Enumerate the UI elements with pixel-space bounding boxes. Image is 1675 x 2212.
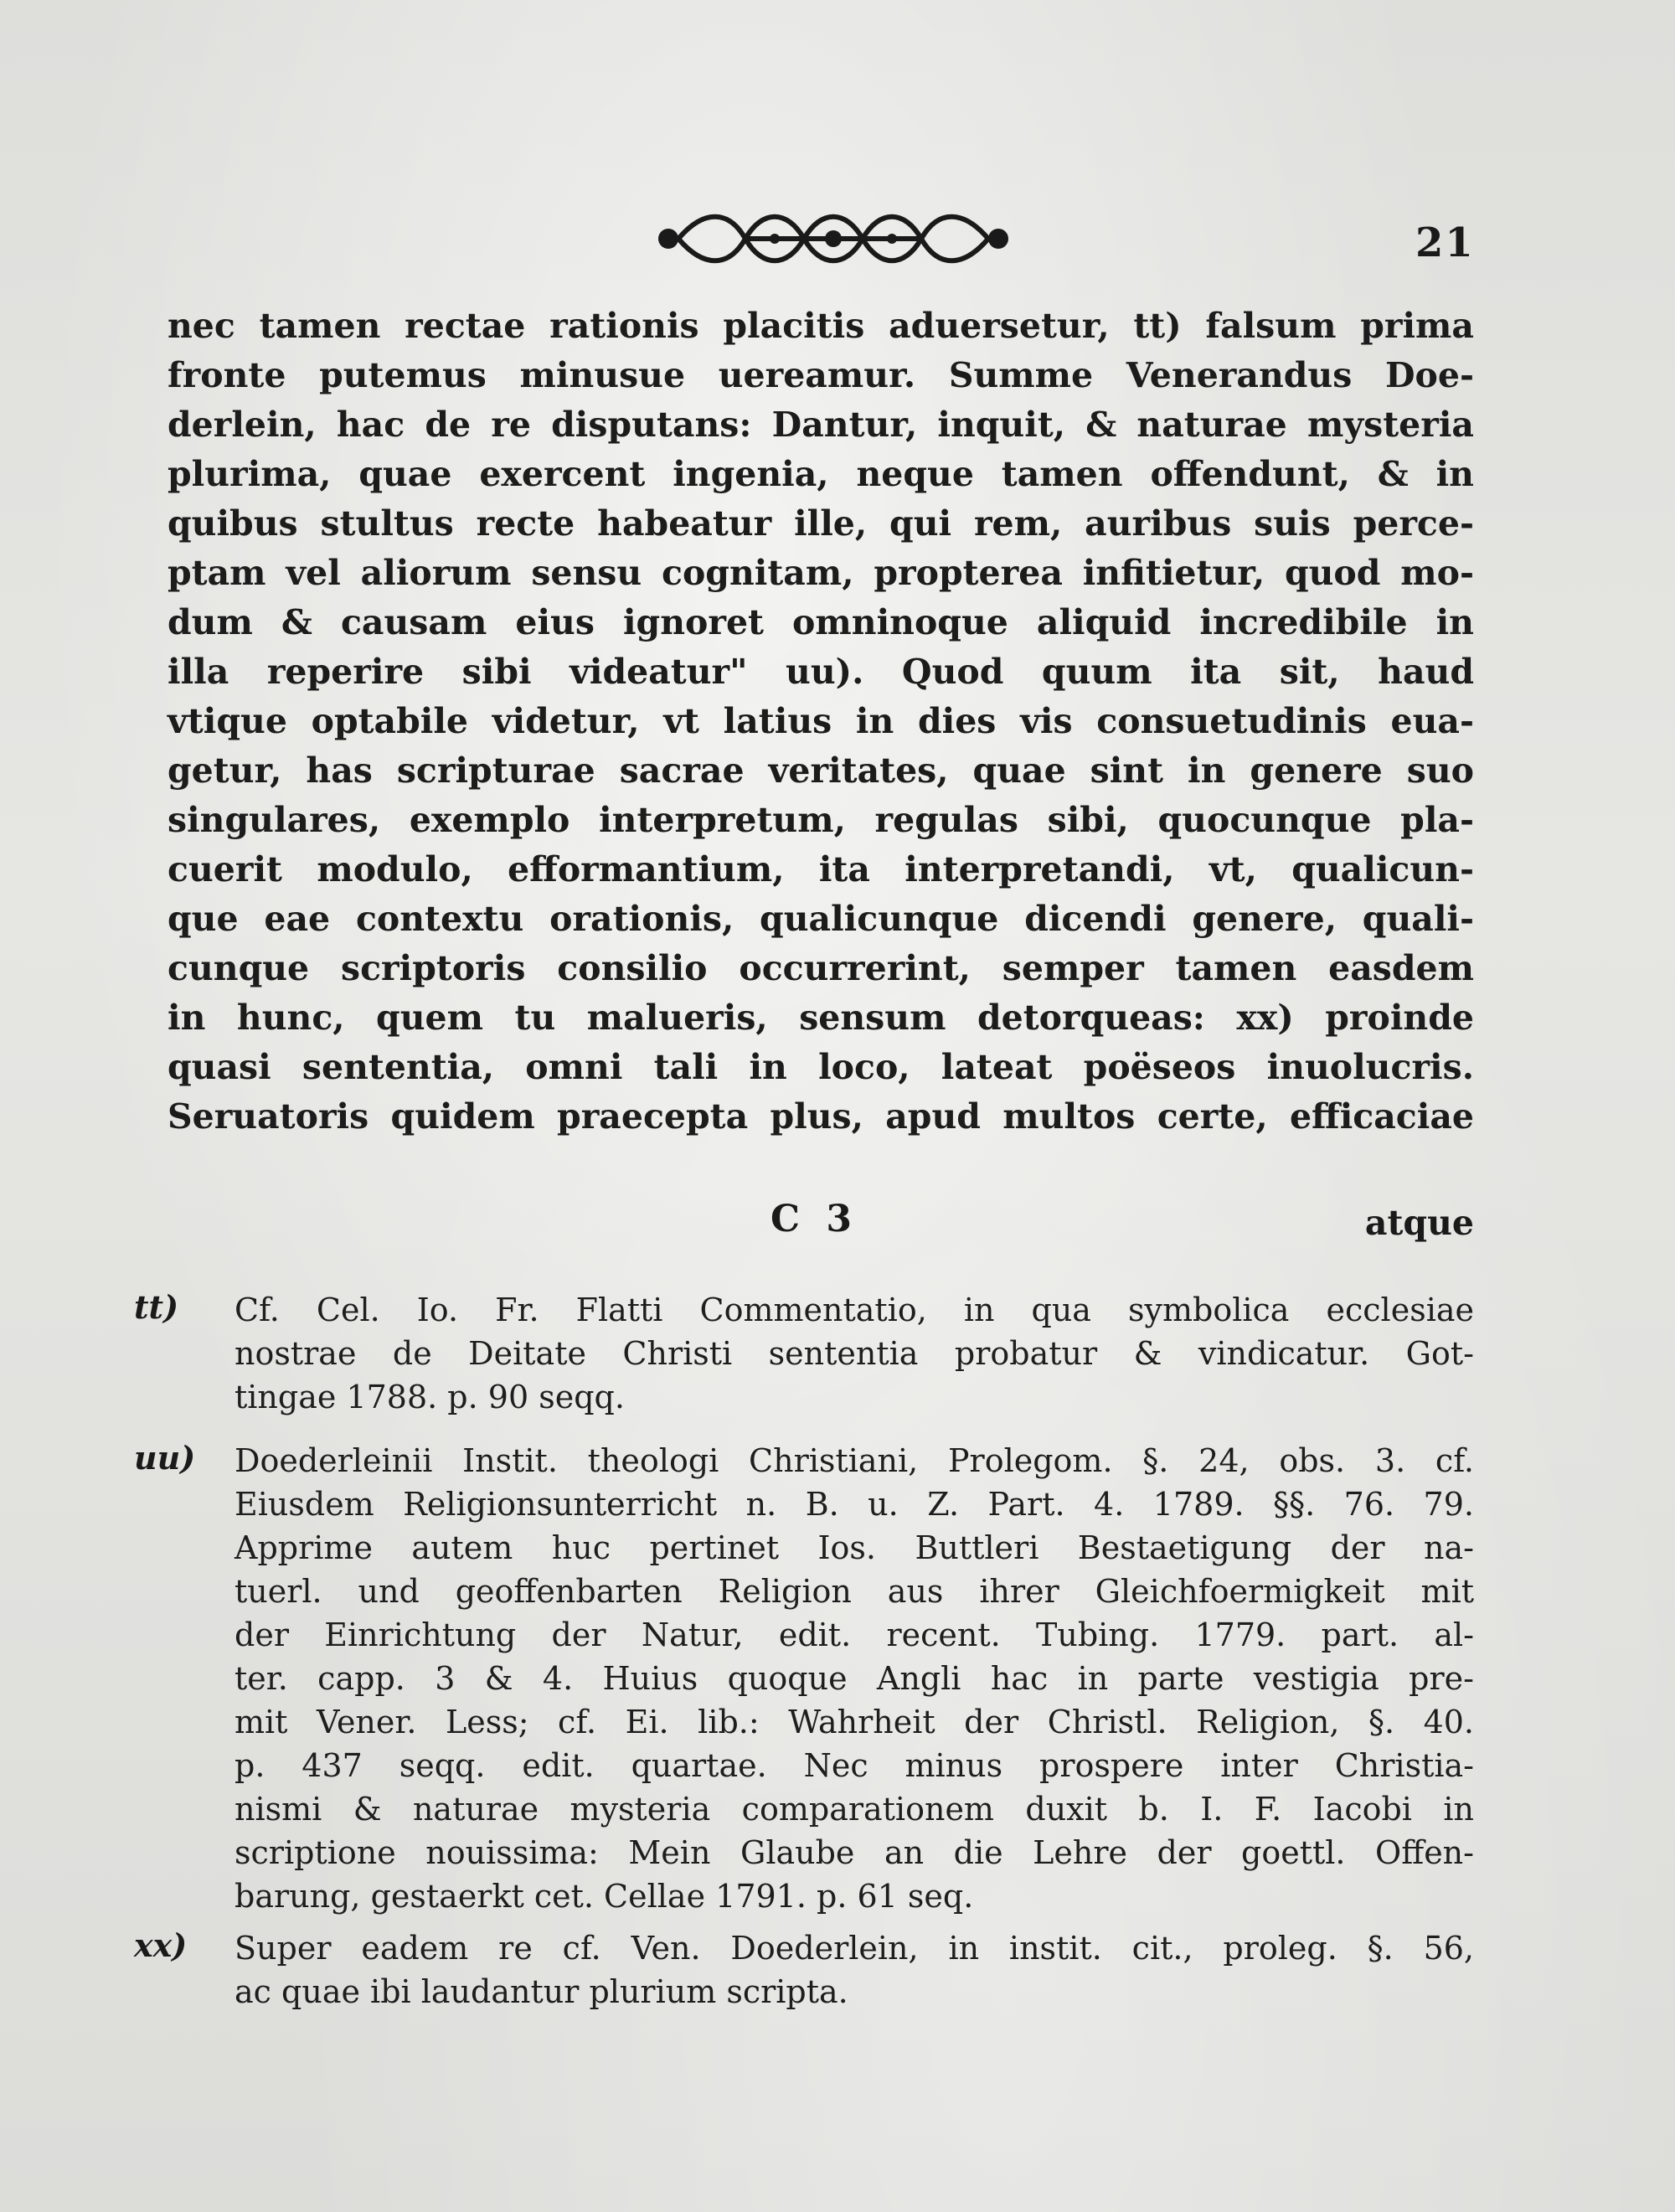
footnote-label: xx) xyxy=(134,1926,188,1964)
footnote-body xyxy=(234,1439,1474,1918)
text-line: ptam vel aliorum sensu cognitam, propterea infitietur, quod mo- xyxy=(168,553,1474,593)
footnote-line: ac quae ibi laudantur plurium scripta. xyxy=(234,1973,848,2010)
text-line: cunque scriptoris consilio occurrerint, semper tamen easdem xyxy=(168,948,1474,988)
footnote-line: nismi & naturae mysteria comparationem duxit b. I. F. Iacobi in xyxy=(234,1791,1474,1828)
text-line: in hunc, quem tu malueris, sensum detorqueas: xx) proinde xyxy=(168,998,1474,1038)
footnote-line: tingae 1788. p. 90 seqq. xyxy=(234,1379,625,1415)
footnote-line: mit Vener. Less; cf. Ei. lib.: Wahrheit der Christl. Religion, §. 40. xyxy=(234,1704,1474,1740)
text-line: dum & causam eius ignoret omninoque aliquid incredibile in xyxy=(168,602,1474,642)
footnote-line: p. 437 seqq. edit. quartae. Nec minus prospere inter Christia- xyxy=(234,1747,1474,1784)
footnote-label: uu) xyxy=(134,1439,196,1477)
catchword: atque xyxy=(1364,1203,1474,1243)
text-line: quasi sententia, omni tali in loco, lateat poëseos inuolucris. xyxy=(168,1047,1474,1087)
footnote-label: tt) xyxy=(134,1288,179,1326)
text-line: nec tamen rectae rationis placitis aduersetur, tt) falsum prima xyxy=(168,306,1474,346)
footnote-line: Doederleinii Instit. theologi Christiani, Prolegom. §. 24, obs. 3. cf. xyxy=(234,1442,1474,1479)
signature-row xyxy=(168,1198,1474,1256)
footnote-line: tuerl. und geoffenbarten Religion aus ihrer Gleichfoermigkeit mit xyxy=(234,1573,1474,1610)
footnote-line: Super eadem re cf. Ven. Doederlein, in instit. cit., proleg. §. 56, xyxy=(234,1930,1474,1967)
footnote-line: Eiusdem Religionsunterricht n. B. u. Z. Part. 4. 1789. §§. 76. 79. xyxy=(234,1486,1474,1523)
footnote-body xyxy=(234,1926,1474,2013)
text-line: quibus stultus recte habeatur ille, qui rem, auribus suis perce- xyxy=(168,503,1474,544)
text-line: Seruatoris quidem praecepta plus, apud multos certe, efficaciae xyxy=(168,1096,1474,1137)
text-line: cuerit modulo, efformantium, ita interpretandi, vt, qualicun- xyxy=(168,849,1474,889)
text-line: getur, has scripturae sacrae veritates, quae sint in genere suo xyxy=(168,750,1474,791)
text-line: que eae contextu orationis, qualicunque dicendi genere, quali- xyxy=(168,899,1474,939)
ornament-icon xyxy=(653,201,1013,276)
text-line: illa reperire sibi videatur" uu). Quod quum ita sit, haud xyxy=(168,652,1474,692)
footnote-body xyxy=(234,1288,1474,1419)
footnote-line: Cf. Cel. Io. Fr. Flatti Commentatio, in qua symbolica ecclesiae xyxy=(234,1292,1474,1328)
text-line: plurima, quae exercent ingenia, neque tamen offendunt, & in xyxy=(168,454,1474,494)
footnote-line: scriptione nouissima: Mein Glaube an die Lehre der goettl. Offen- xyxy=(234,1834,1474,1871)
footnote-line: ter. capp. 3 & 4. Huius quoque Angli hac in parte vestigia pre- xyxy=(234,1660,1474,1697)
main-text-block xyxy=(168,302,1474,1142)
text-line: singulares, exemplo interpretum, regulas sibi, quocunque pla- xyxy=(168,800,1474,840)
text-line: fronte putemus minusue uereamur. Summe Venerandus Doe- xyxy=(168,355,1474,395)
footnote-line: Apprime autem huc pertinet Ios. Buttleri Bestaetigung der na- xyxy=(234,1529,1474,1566)
page-number: 21 xyxy=(1415,219,1475,266)
text-line: derlein, hac de re disputans: Dantur, inquit, & naturae mysteria xyxy=(168,405,1474,445)
footnote-line: barung, gestaerkt cet. Cellae 1791. p. 61 seq. xyxy=(234,1878,974,1915)
text-line: vtique optabile videtur, vt latius in dies vis consuetudinis eua- xyxy=(168,701,1474,741)
footnote-line: nostrae de Deitate Christi sententia probatur & vindicatur. Got- xyxy=(234,1335,1474,1372)
signature-mark: C 3 xyxy=(770,1198,858,1240)
footnote-line: der Einrichtung der Natur, edit. recent. Tubing. 1779. part. al- xyxy=(234,1616,1474,1653)
